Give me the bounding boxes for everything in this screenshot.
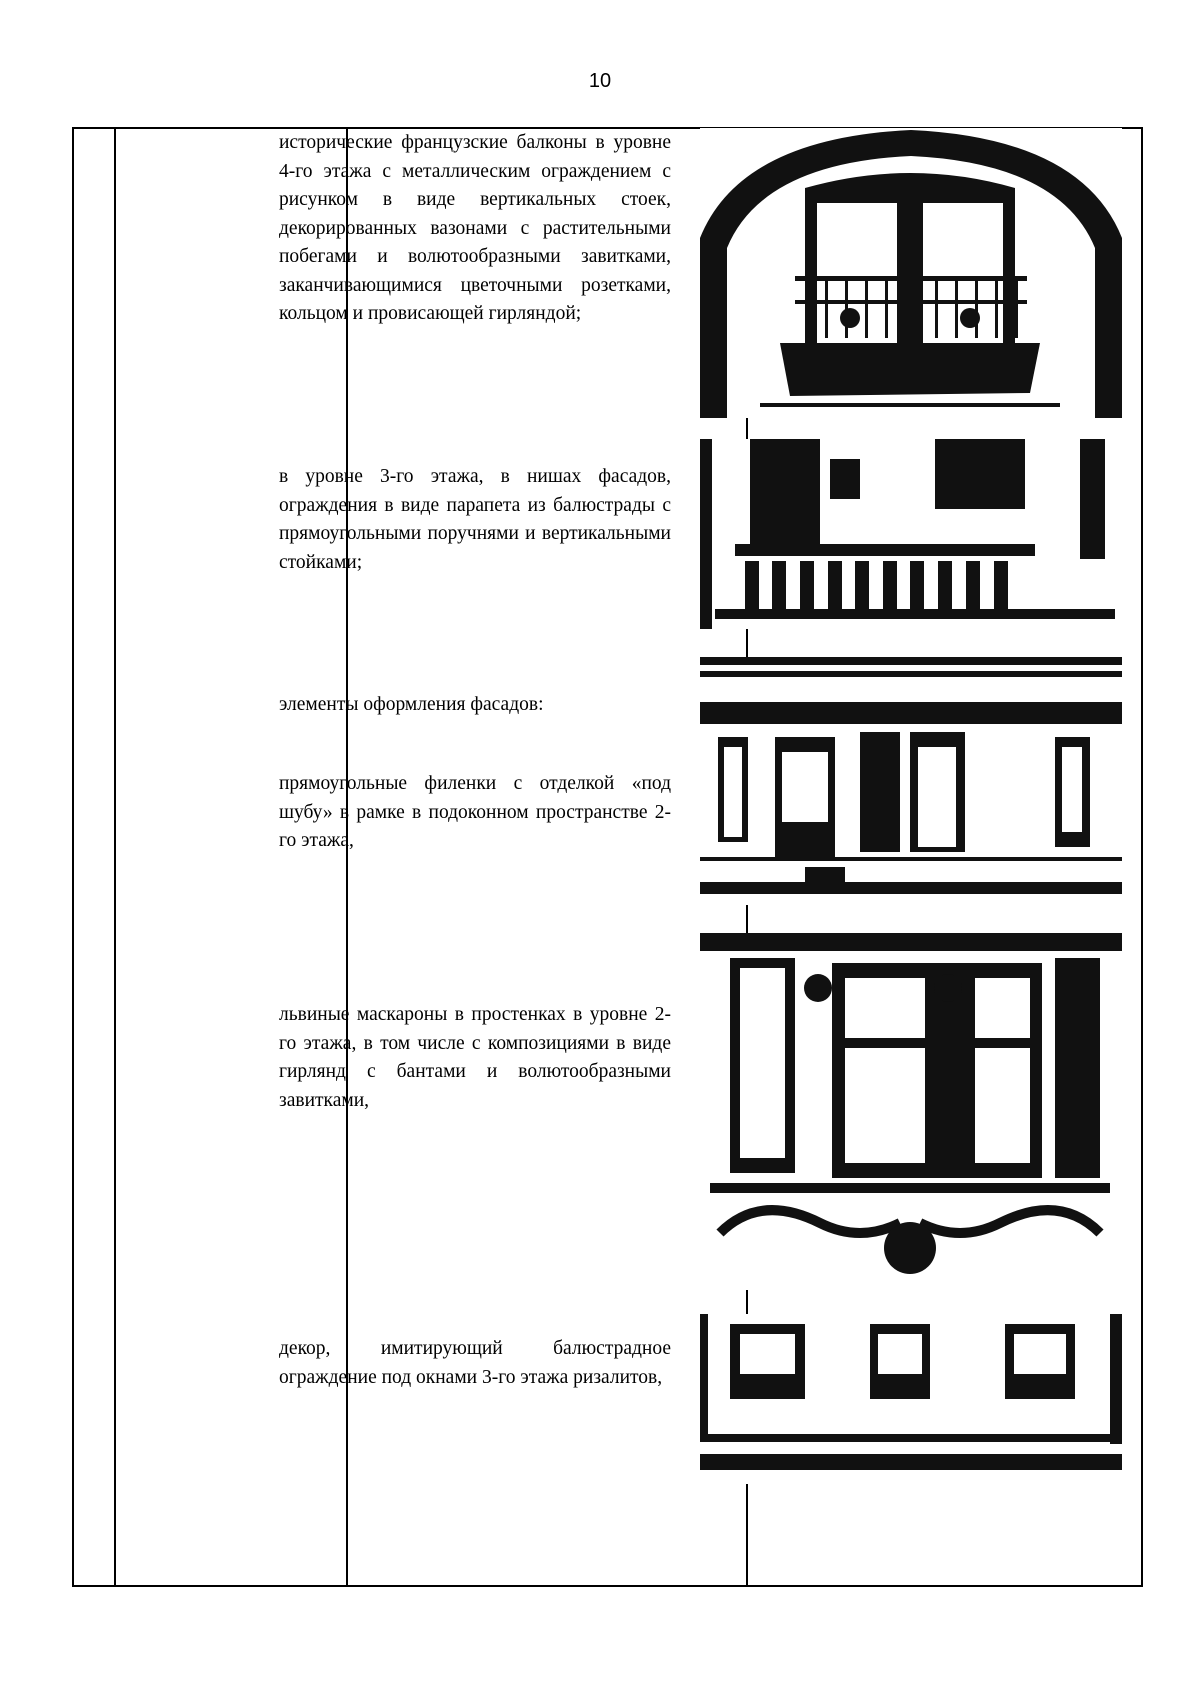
photo-french-balcony xyxy=(700,128,1122,418)
text-facade-elements: элементы оформления фасадов: xyxy=(279,694,544,715)
text-balustrade-decor: декор, имитирующий балюстрадное ограждение под окнами 3-го этажа ризалитов, xyxy=(279,1338,671,1388)
photo-balustrade xyxy=(700,439,1122,629)
text-balustrade-parapet: в уровне 3-го этажа, в нишах фасадов, ограждения в виде парапета из балюстрады с прямоугольными поручнями и вертикальными стойками; xyxy=(279,466,671,573)
photo-balustrade-decor xyxy=(700,1314,1122,1484)
text-lion-mascarons: львиные маскароны в простенках в уровне 2-го этажа, в том числе с композициями в виде гирлянд с бантами и волютообразными завитками, xyxy=(279,1004,671,1111)
photo-window-panels xyxy=(700,657,1122,905)
column-divider-1 xyxy=(114,129,116,1585)
photo-lion-mascarons xyxy=(700,933,1122,1290)
page-number: 10 xyxy=(588,70,612,92)
text-rectangular-panels: прямоугольные филенки с отделкой «под шубу» в рамке в подоконном пространстве 2-го этажа, xyxy=(279,773,671,851)
text-french-balconies: исторические французские балконы в уровне 4-го этажа с металлическим ограждением с рисунком в виде вертикальных стоек, декорированных вазонами с растительными побегами и волютообразными завитками, заканчивающимися цветочными розетками, кольцом и провисающей гирляндой; xyxy=(279,132,671,324)
